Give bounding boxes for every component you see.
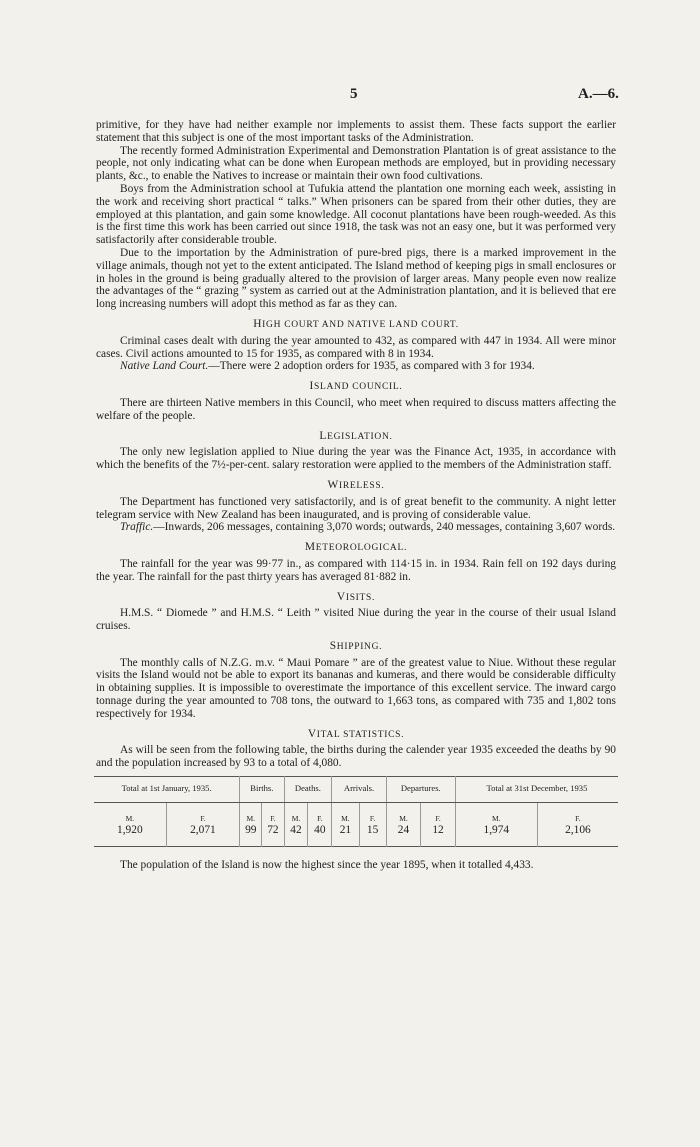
sex-label: F. bbox=[575, 814, 581, 824]
section-heading-court: HIGH COURT AND NATIVE LAND COURT. bbox=[253, 317, 459, 330]
cell-value: 1,974 bbox=[483, 824, 510, 837]
table-header: Deaths. bbox=[284, 777, 332, 803]
sex-label: M. bbox=[492, 814, 501, 824]
table-cell bbox=[166, 803, 240, 847]
page-number: 5 bbox=[350, 86, 358, 102]
cell-value: 40 bbox=[314, 824, 326, 837]
section-heading-visits: VISITS. bbox=[336, 590, 376, 603]
cell-value: 1,920 bbox=[117, 824, 143, 837]
cell-value: 99 bbox=[245, 824, 257, 837]
table-cell bbox=[332, 803, 359, 847]
shipping-paragraph: The monthly calls of N.Z.G. m.v. “ Maui Pomare ” are of the greatest value to Niue. Without these regular visits the Island would not be able to export its bananas and kumeras, and there would be considerable difficulty in obtaining supplies. It is impossible to overestimate the importance of this excellent service. The inward cargo tonnage during the year amounted to 708 tons, the outward to 1,663 tons, as compared with 735 and 1,802 tons respectively for 1934. bbox=[96, 656, 616, 720]
section-heading-wireless: WIRELESS. bbox=[327, 478, 385, 491]
visits-paragraph: H.M.S. “ Diomede ” and H.M.S. “ Leith ” visited Niue during the year in the course of their usual Island cruises. bbox=[96, 607, 616, 633]
cell-value: 12 bbox=[432, 824, 444, 837]
sex-label: M. bbox=[246, 814, 256, 824]
intro-paragraph: primitive, for they have had neither example nor implements to assist them. These facts support the earlier statement that this subject is one of the most important tasks of the Administration. bbox=[96, 119, 616, 144]
traffic-text: —Inwards, 206 messages, containing 3,070 words; outwards, 240 messages, containing 3,607 words. bbox=[153, 521, 616, 534]
section-heading-legislation: LEGISLATION. bbox=[319, 429, 393, 442]
sex-label: F. bbox=[369, 814, 376, 824]
sex-label: F. bbox=[200, 814, 206, 824]
table-cell bbox=[94, 803, 166, 847]
sex-label: M. bbox=[341, 814, 350, 824]
table-cell bbox=[240, 803, 262, 847]
table-header-row bbox=[94, 777, 618, 803]
table-cell bbox=[421, 803, 456, 847]
table-cell bbox=[284, 803, 308, 847]
cell-value: 24 bbox=[397, 824, 410, 837]
cell-value: 15 bbox=[366, 824, 379, 837]
legislation-paragraph: The only new legislation applied to Niue during the year was the Finance Act, 1935, in accordance with which the benefits of the 7½-per-cent. salary restoration were applied to the members of the Administration staff. bbox=[96, 446, 616, 472]
sex-label: F. bbox=[317, 814, 323, 824]
sex-label: M. bbox=[125, 814, 135, 824]
cell-value: 72 bbox=[267, 824, 279, 837]
population-paragraph: The population of the Island is now the highest since the year 1895, when it totalled 4,433. bbox=[120, 859, 534, 872]
section-heading-council: ISLAND COUNCIL. bbox=[309, 380, 403, 393]
section-heading-shipping: SHIPPING. bbox=[329, 639, 383, 652]
table-header: Arrivals. bbox=[332, 777, 386, 803]
court-paragraph: Criminal cases dealt with during the year amounted to 432, as compared with 447 in 1934. All were minor cases. Civil actions amounted to 15 for 1935, as compared with 8 in 1934. bbox=[96, 334, 616, 360]
table-header: Departures. bbox=[386, 777, 455, 803]
traffic-paragraph bbox=[96, 521, 616, 534]
land-court-paragraph bbox=[96, 360, 616, 373]
council-paragraph: There are thirteen Native members in this Council, who meet when required to discuss matters affecting the welfare of the people. bbox=[96, 396, 616, 422]
sex-label: F. bbox=[435, 814, 441, 824]
intro-paragraph: Due to the importation by the Administration of pure-bred pigs, there is a marked improvement in the village animals, though not yet to the extent anticipated. The Island method of keeping pigs in small enclosures or in holes in the ground is being gradually altered to the provision of larger areas. Many people even now realize the advantages of the “ grazing ” system as carried out at the Administration plantation, and it is believed that ere long increasing numbers will adopt this method as far as they can. bbox=[96, 246, 616, 311]
traffic-label: Traffic. bbox=[120, 521, 154, 534]
intro-paragraph: Boys from the Administration school at Tufukia attend the plantation one morning each week, assisting in the work and receiving short practical “ talks.” When prisoners can be spared from their other duties, they are employed at this plantation, and gain some knowledge. All coconut plantations have been rough-weeded. As this is the first time this work has been carried out since 1918, the task was not an easy one, but it was performed very satisfactorily after considerable trouble. bbox=[96, 182, 616, 247]
section-heading-vital-statistics: VITAL STATISTICS. bbox=[307, 727, 405, 740]
intro-paragraph: The recently formed Administration Experimental and Demonstration Plantation is of great assistance to the people, not only indicating what can be done when European methods are employed, but in providing necessary plants, &c., to enable the Natives to increase or maintain their own food cultivations. bbox=[96, 144, 616, 183]
page-body bbox=[96, 119, 616, 872]
table-cell bbox=[262, 803, 284, 847]
table-header: Births. bbox=[240, 777, 284, 803]
page-header bbox=[0, 86, 700, 106]
table-cell bbox=[359, 803, 386, 847]
wireless-paragraph: The Department has functioned very satisfactorily, and is of great benefit to the community. A night letter telegram service with New Zealand has been inaugurated, and is proving of considerable value. bbox=[96, 495, 616, 521]
table-row bbox=[94, 803, 618, 847]
sex-label: F. bbox=[270, 814, 276, 824]
table-cell bbox=[386, 803, 421, 847]
table-cell bbox=[537, 803, 618, 847]
vital-statistics-table bbox=[94, 776, 618, 847]
cell-value: 2,106 bbox=[565, 824, 591, 837]
meteorological-paragraph: The rainfall for the year was 99·77 in., as compared with 114·15 in. in 1934. Rain fell on 192 days during the year. The rainfall for the past thirty years has averaged 81·882 in. bbox=[96, 557, 616, 583]
sex-label: M. bbox=[291, 814, 301, 824]
cell-value: 21 bbox=[339, 824, 352, 837]
table-header: Total at 31st December, 1935 bbox=[455, 777, 618, 803]
sex-label: M. bbox=[399, 814, 408, 824]
vital-statistics-paragraph: As will be seen from the following table, the births during the calender year 1935 exceeded the deaths by 90 and the population increased by 93 to a total of 4,080. bbox=[96, 744, 616, 770]
table-cell bbox=[308, 803, 332, 847]
cell-value: 42 bbox=[290, 824, 302, 837]
cell-value: 2,071 bbox=[190, 824, 216, 837]
table-header: Total at 1st January, 1935. bbox=[94, 777, 240, 803]
land-court-text: —There were 2 adoption orders for 1935, as compared with 3 for 1934. bbox=[208, 360, 535, 373]
section-heading-meteorological: METEOROLOGICAL. bbox=[304, 541, 408, 554]
land-court-label: Native Land Court. bbox=[120, 360, 209, 373]
table-cell bbox=[455, 803, 537, 847]
document-reference: A.—6. bbox=[578, 86, 619, 102]
